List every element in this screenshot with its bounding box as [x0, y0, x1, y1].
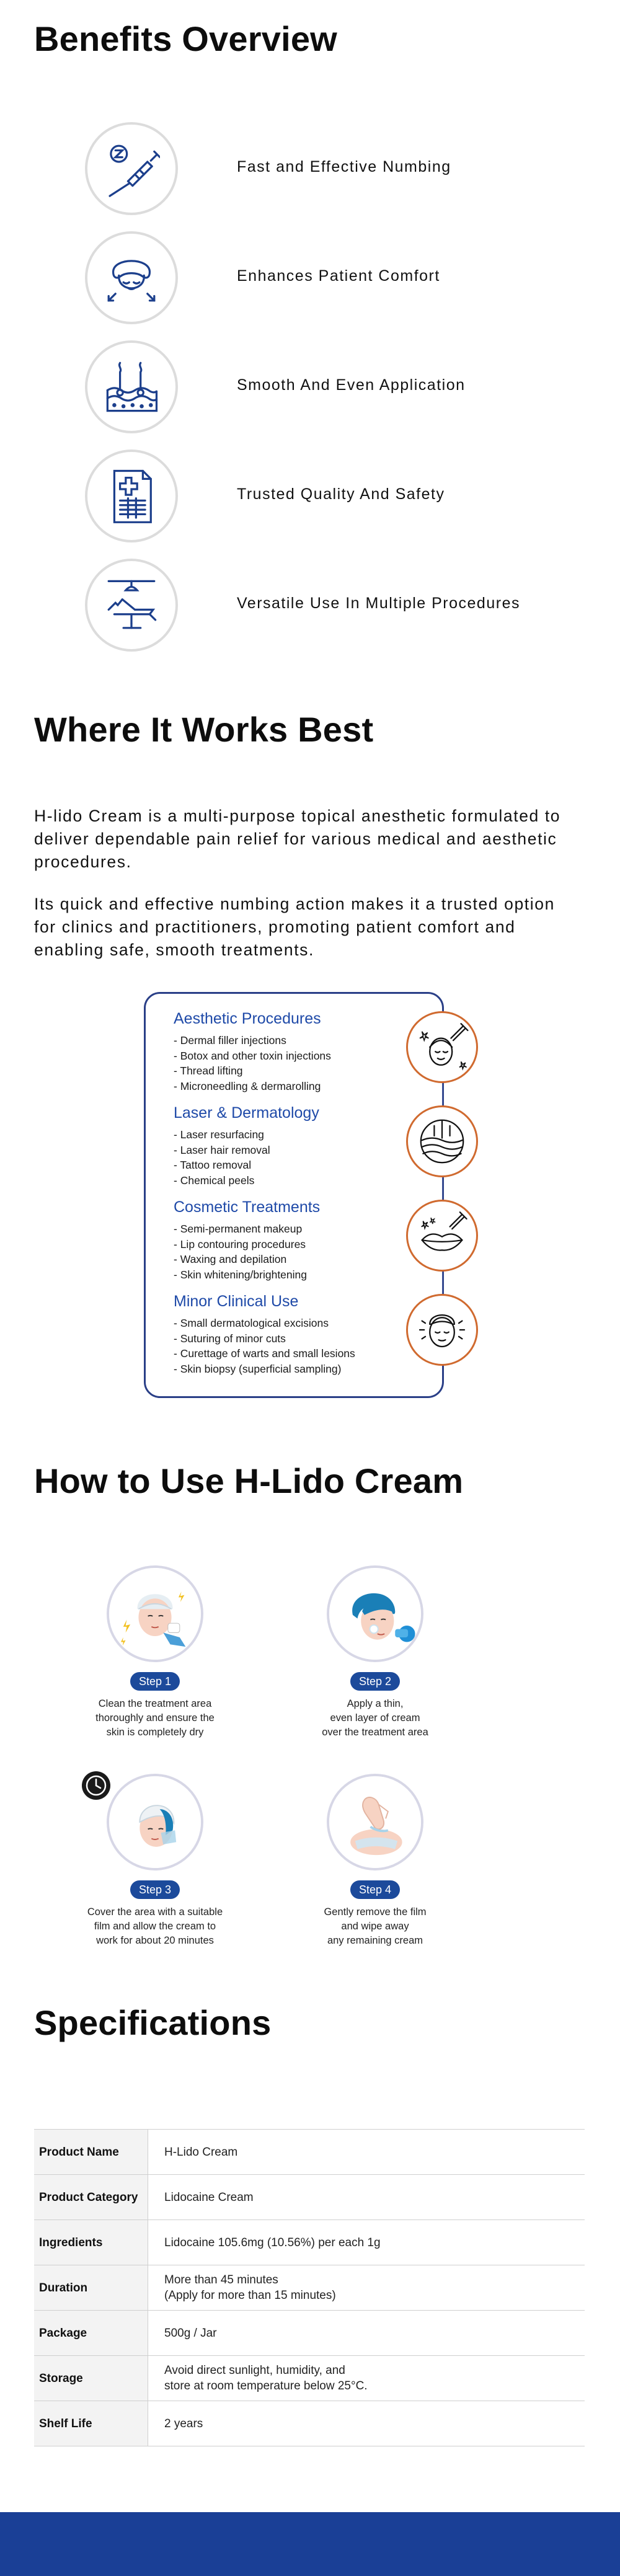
- list-item: - Laser resurfacing: [174, 1127, 378, 1143]
- list-item: - Semi-permanent makeup: [174, 1221, 378, 1237]
- spec-key: Ingredients: [34, 2220, 148, 2265]
- spec-value-line: Avoid direct sunlight, humidity, and: [164, 2364, 345, 2377]
- list-item: - Curettage of warts and small lesions: [174, 1346, 378, 1361]
- step-line: any remaining cream: [327, 1935, 423, 1946]
- list-item: - Microneedling & dermarolling: [174, 1079, 378, 1094]
- spec-value: [148, 2220, 585, 2265]
- list-item: - Skin whitening/brightening: [174, 1267, 378, 1283]
- benefit-item: [85, 449, 581, 549]
- spec-value-line: 2 years: [164, 2417, 203, 2430]
- face-injection-icon: [406, 1011, 478, 1083]
- table-row: [34, 2311, 585, 2356]
- step-line: Apply a thin,: [347, 1698, 404, 1709]
- procedures-card: [144, 992, 444, 1398]
- procedure-chair-icon: [85, 559, 178, 652]
- list-item: - Suturing of minor cuts: [174, 1331, 378, 1347]
- benefit-item: [85, 122, 581, 221]
- applying-cream-illustration: [327, 1565, 423, 1662]
- step-line: Gently remove the film: [324, 1906, 427, 1918]
- benefit-item: [85, 231, 581, 330]
- step-badge: Step 2: [350, 1672, 400, 1691]
- benefit-label: Versatile Use In Multiple Procedures: [237, 595, 520, 612]
- removing-film-illustration: [327, 1774, 423, 1870]
- intro-paragraph: H-lido Cream is a multi-purpose topical anesthetic formulated to deliver dependable pain relief for various medical and aesthetic procedures.: [34, 807, 561, 871]
- howto-title: How to Use H-Lido Cream: [34, 1461, 464, 1500]
- step-line: Cover the area with a suitable: [87, 1906, 223, 1918]
- spec-key: Duration: [34, 2265, 148, 2311]
- table-row: [34, 2220, 585, 2265]
- table-row: [34, 2130, 585, 2175]
- spec-value-line: 500g / Jar: [164, 2326, 217, 2340]
- category-cosmetic: [174, 1198, 378, 1282]
- cleaning-face-illustration: [107, 1565, 203, 1662]
- step-line: film and allow the cream to: [94, 1921, 216, 1932]
- benefit-item: [85, 559, 581, 658]
- spec-value-line: Lidocaine Cream: [164, 2190, 254, 2204]
- spec-key: Storage: [34, 2356, 148, 2401]
- list-item: - Waxing and depilation: [174, 1252, 378, 1267]
- covering-film-illustration: [107, 1774, 203, 1870]
- list-item: - Dermal filler injections: [174, 1033, 378, 1048]
- table-row: [34, 2356, 585, 2401]
- lips-icon: [406, 1200, 478, 1272]
- category-aesthetic: [174, 1010, 378, 1094]
- where-title: Where It Works Best: [34, 710, 374, 749]
- spec-value: [148, 2356, 585, 2401]
- category-title: Aesthetic Procedures: [174, 1010, 321, 1027]
- step-description: [62, 1697, 248, 1740]
- skin-layer-icon: [85, 340, 178, 433]
- step-line: Clean the treatment area: [98, 1698, 212, 1709]
- spec-key: Shelf Life: [34, 2401, 148, 2446]
- benefit-label: Enhances Patient Comfort: [237, 267, 440, 285]
- list-item: - Small dermatological excisions: [174, 1316, 378, 1331]
- medical-document-icon: [85, 449, 178, 542]
- step-line: work for about 20 minutes: [96, 1935, 214, 1946]
- step-line: and wipe away: [341, 1921, 409, 1932]
- table-row: [34, 2265, 585, 2311]
- list-item: - Tattoo removal: [174, 1157, 378, 1173]
- footer-bar: [0, 2512, 620, 2576]
- category-title: Cosmetic Treatments: [174, 1198, 321, 1216]
- step-line: thoroughly and ensure the: [95, 1712, 215, 1724]
- specs-table: [34, 2129, 585, 2446]
- spec-key: Product Category: [34, 2175, 148, 2220]
- syringe-icon: [85, 122, 178, 215]
- category-title: Laser & Dermatology: [174, 1104, 319, 1122]
- step-description: [282, 1697, 468, 1740]
- spec-value-line: H-Lido Cream: [164, 2145, 238, 2159]
- spec-value-line: (Apply for more than 15 minutes): [164, 2289, 336, 2302]
- face-relief-icon: [406, 1294, 478, 1366]
- spec-value: [148, 2130, 585, 2175]
- list-item: - Botox and other toxin injections: [174, 1048, 378, 1064]
- benefit-label: Trusted Quality And Safety: [237, 485, 445, 503]
- spec-value-line: Lidocaine 105.6mg (10.56%) per each 1g: [164, 2236, 381, 2249]
- step-description: [62, 1905, 248, 1948]
- step-line: over the treatment area: [322, 1727, 428, 1738]
- spec-value: [148, 2401, 585, 2446]
- category-title: Minor Clinical Use: [174, 1293, 299, 1310]
- spec-value: [148, 2265, 585, 2311]
- benefit-label: Fast and Effective Numbing: [237, 158, 451, 175]
- spec-value: [148, 2175, 585, 2220]
- spec-value: [148, 2311, 585, 2356]
- step-badge: Step 4: [350, 1880, 400, 1899]
- specs-title: Specifications: [34, 2003, 272, 2042]
- list-item: - Thread lifting: [174, 1063, 378, 1079]
- category-laser: [174, 1104, 378, 1188]
- benefits-title: Benefits Overview: [34, 19, 337, 58]
- intro-paragraph: Its quick and effective numbing action makes it a trusted option for clinics and practitioners, promoting patient comfort and enabling safe, smooth treatments.: [34, 895, 555, 959]
- step-badge: Step 1: [130, 1672, 180, 1691]
- step-description: [282, 1905, 468, 1948]
- table-row: [34, 2175, 585, 2220]
- list-item: - Laser hair removal: [174, 1143, 378, 1158]
- relaxed-patient-icon: [85, 231, 178, 324]
- laser-skin-icon: [406, 1105, 478, 1177]
- list-item: - Chemical peels: [174, 1173, 378, 1188]
- step-line: even layer of cream: [330, 1712, 420, 1724]
- category-clinical: [174, 1293, 378, 1376]
- spec-value-line: More than 45 minutes: [164, 2273, 278, 2286]
- benefit-label: Smooth And Even Application: [237, 376, 466, 394]
- spec-key: Package: [34, 2311, 148, 2356]
- benefit-item: [85, 340, 581, 440]
- step-line: skin is completely dry: [106, 1727, 204, 1738]
- step-badge: Step 3: [130, 1880, 180, 1899]
- spec-value-line: store at room temperature below 25°C.: [164, 2379, 368, 2392]
- table-row: [34, 2401, 585, 2446]
- clock-icon: [82, 1771, 110, 1800]
- list-item: - Lip contouring procedures: [174, 1237, 378, 1252]
- list-item: - Skin biopsy (superficial sampling): [174, 1361, 378, 1377]
- spec-key: Product Name: [34, 2130, 148, 2175]
